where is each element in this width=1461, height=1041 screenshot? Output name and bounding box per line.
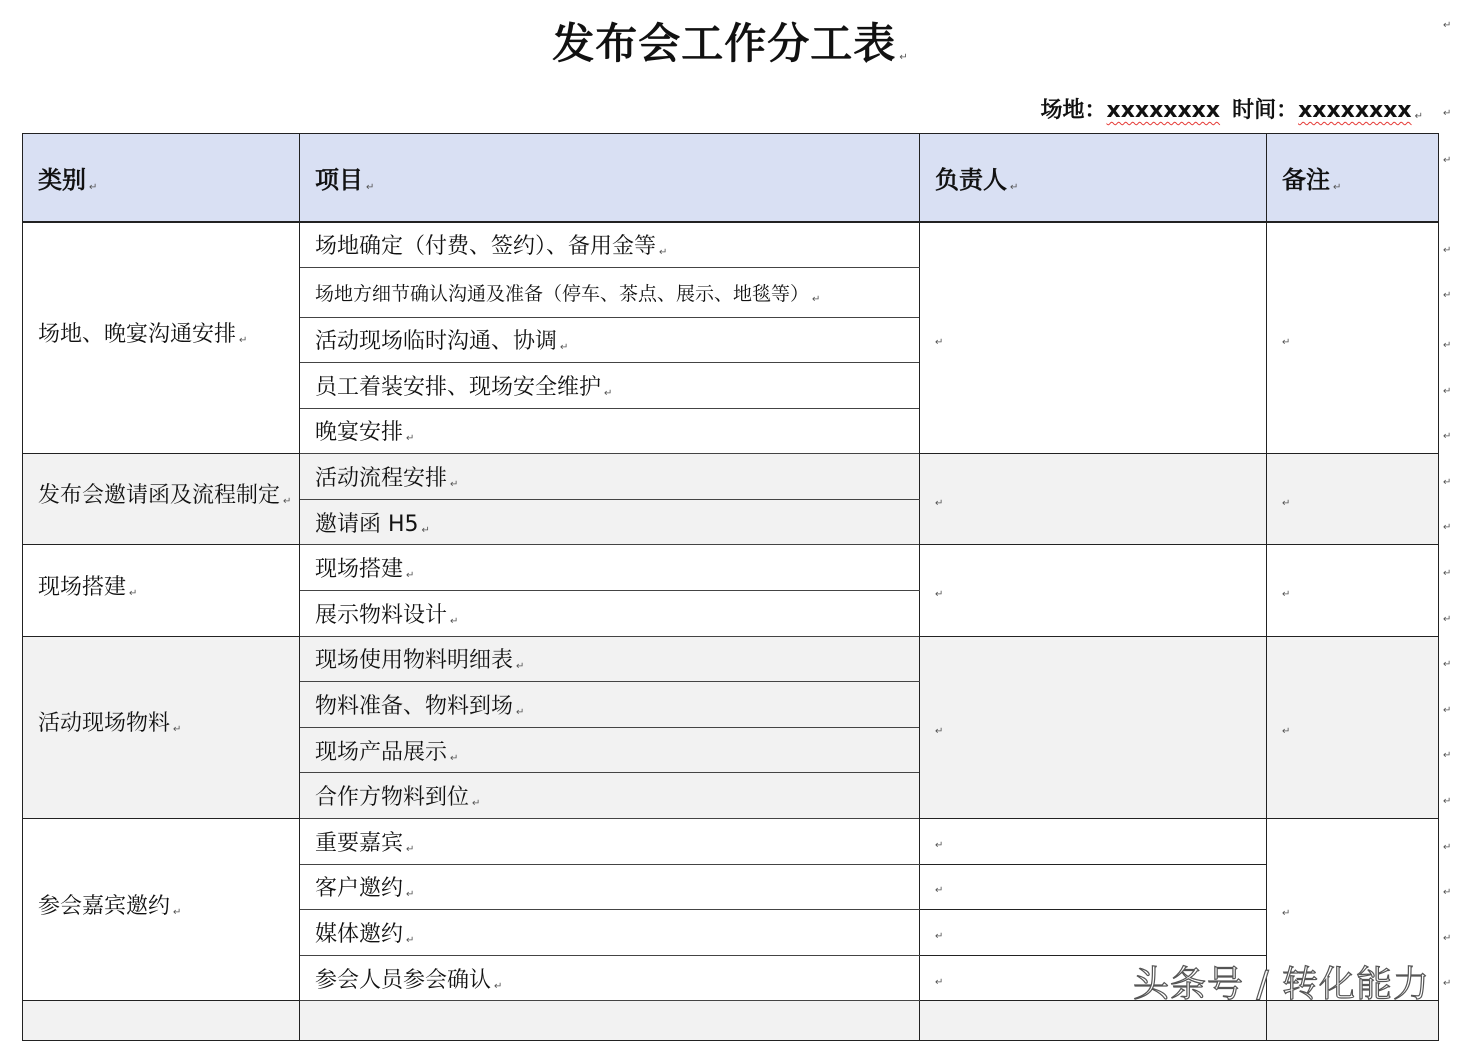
owner-cell[interactable]: ↵ <box>920 864 1267 910</box>
item-cell[interactable] <box>300 1001 920 1041</box>
header-category: 类别 ↵ <box>23 134 300 223</box>
row-end-mark: ↵ <box>1443 20 1452 31</box>
category-cell[interactable]: 发布会邀请函及流程制定 ↵ <box>23 454 300 545</box>
venue-time-line: 场地：xxxxxxxx 时间：xxxxxxxx ↵ <box>1040 98 1423 123</box>
row-end-mark: ↵ <box>1443 290 1452 301</box>
row-end-mark: ↵ <box>1443 887 1452 898</box>
row-end-mark: ↵ <box>1443 568 1452 579</box>
remark-cell[interactable]: ↵ <box>1267 454 1439 545</box>
category-cell[interactable]: 活动现场物料 ↵ <box>23 636 300 818</box>
table-row <box>23 454 1439 500</box>
item-cell[interactable]: 展示物料设计 ↵ <box>300 591 920 637</box>
table-row <box>23 545 1439 591</box>
row-end-mark: ↵ <box>1443 340 1452 351</box>
header-owner: 负责人 ↵ <box>920 134 1267 223</box>
row-end-mark: ↵ <box>1443 477 1452 488</box>
item-cell[interactable]: 场地方细节确认沟通及准备（停车、茶点、展示、地毯等） ↵ <box>300 267 920 317</box>
item-cell[interactable]: 员工着装安排、现场安全维护 ↵ <box>300 363 920 409</box>
row-end-mark: ↵ <box>1443 659 1452 670</box>
venue-label: 场地： <box>1040 98 1107 123</box>
table-row <box>23 819 1439 865</box>
item-cell[interactable]: 邀请函 H5 ↵ <box>300 499 920 545</box>
group-materials <box>23 636 1439 818</box>
time-value: xxxxxxxx <box>1298 98 1412 123</box>
remark-cell[interactable]: ↵ <box>1267 545 1439 636</box>
venue-value: xxxxxxxx <box>1106 98 1221 123</box>
category-cell[interactable]: 参会嘉宾邀约 ↵ <box>23 819 300 1001</box>
item-cell[interactable]: 现场搭建 ↵ <box>300 545 920 591</box>
end-of-row-marks <box>1443 0 1457 1014</box>
item-cell[interactable]: 活动现场临时沟通、协调 ↵ <box>300 317 920 363</box>
item-cell[interactable]: 现场使用物料明细表 ↵ <box>300 636 920 682</box>
owner-cell[interactable]: ↵ <box>920 955 1267 1001</box>
item-cell[interactable]: 重要嘉宾 ↵ <box>300 819 920 865</box>
category-cell[interactable]: 场地、晚宴沟通安排 ↵ <box>23 222 300 454</box>
owner-cell[interactable]: ↵ <box>920 222 1267 454</box>
category-cell[interactable]: 现场搭建 ↵ <box>23 545 300 636</box>
work-division-table <box>22 133 1439 1041</box>
category-cell[interactable] <box>23 1001 300 1041</box>
row-end-mark: ↵ <box>1443 750 1452 761</box>
item-cell[interactable]: 合作方物料到位 ↵ <box>300 773 920 819</box>
item-cell[interactable]: 媒体邀约 ↵ <box>300 910 920 956</box>
row-end-mark: ↵ <box>1443 842 1452 853</box>
item-cell[interactable]: 客户邀约 ↵ <box>300 864 920 910</box>
watermark-text: 头条号 / 转化能力 <box>1133 964 1431 1005</box>
item-cell[interactable]: 现场产品展示 ↵ <box>300 727 920 773</box>
owner-cell[interactable]: ↵ <box>920 910 1267 956</box>
remark-cell[interactable]: ↵ <box>1267 636 1439 818</box>
item-cell[interactable]: 参会人员参会确认 ↵ <box>300 955 920 1001</box>
item-cell[interactable]: 场地确定（付费、签约）、备用金等 ↵ <box>300 222 920 267</box>
row-end-mark: ↵ <box>1443 978 1452 989</box>
table-header-row <box>23 134 1439 223</box>
owner-cell[interactable]: ↵ <box>920 636 1267 818</box>
header-item: 项目 ↵ <box>300 134 920 223</box>
document-title: 发布会工作分工表 ↵ <box>552 19 909 68</box>
group-invitation <box>23 454 1439 545</box>
row-end-mark: ↵ <box>1443 796 1452 807</box>
item-cell[interactable]: 活动流程安排 ↵ <box>300 454 920 500</box>
remark-cell[interactable]: ↵ <box>1267 222 1439 454</box>
row-end-mark: ↵ <box>1443 431 1452 442</box>
table-row <box>23 222 1439 267</box>
owner-cell[interactable]: ↵ <box>920 454 1267 545</box>
item-cell[interactable]: 晚宴安排 ↵ <box>300 408 920 454</box>
row-end-mark: ↵ <box>1443 933 1452 944</box>
group-setup <box>23 545 1439 636</box>
item-cell[interactable]: 物料准备、物料到场 ↵ <box>300 682 920 728</box>
table-row <box>23 636 1439 682</box>
row-end-mark: ↵ <box>1443 614 1452 625</box>
owner-cell[interactable]: ↵ <box>920 819 1267 865</box>
row-end-mark: ↵ <box>1443 155 1452 166</box>
remark-cell[interactable]: ↵ <box>1267 819 1439 1001</box>
owner-cell[interactable]: ↵ <box>920 545 1267 636</box>
row-end-mark: ↵ <box>1443 245 1452 256</box>
row-end-mark: ↵ <box>1443 522 1452 533</box>
time-label: 时间： <box>1232 98 1299 123</box>
row-end-mark: ↵ <box>1443 386 1452 397</box>
header-remark: 备注 ↵ <box>1267 134 1439 223</box>
row-end-mark: ↵ <box>1443 108 1452 119</box>
group-venue <box>23 222 1439 454</box>
row-end-mark: ↵ <box>1443 705 1452 716</box>
